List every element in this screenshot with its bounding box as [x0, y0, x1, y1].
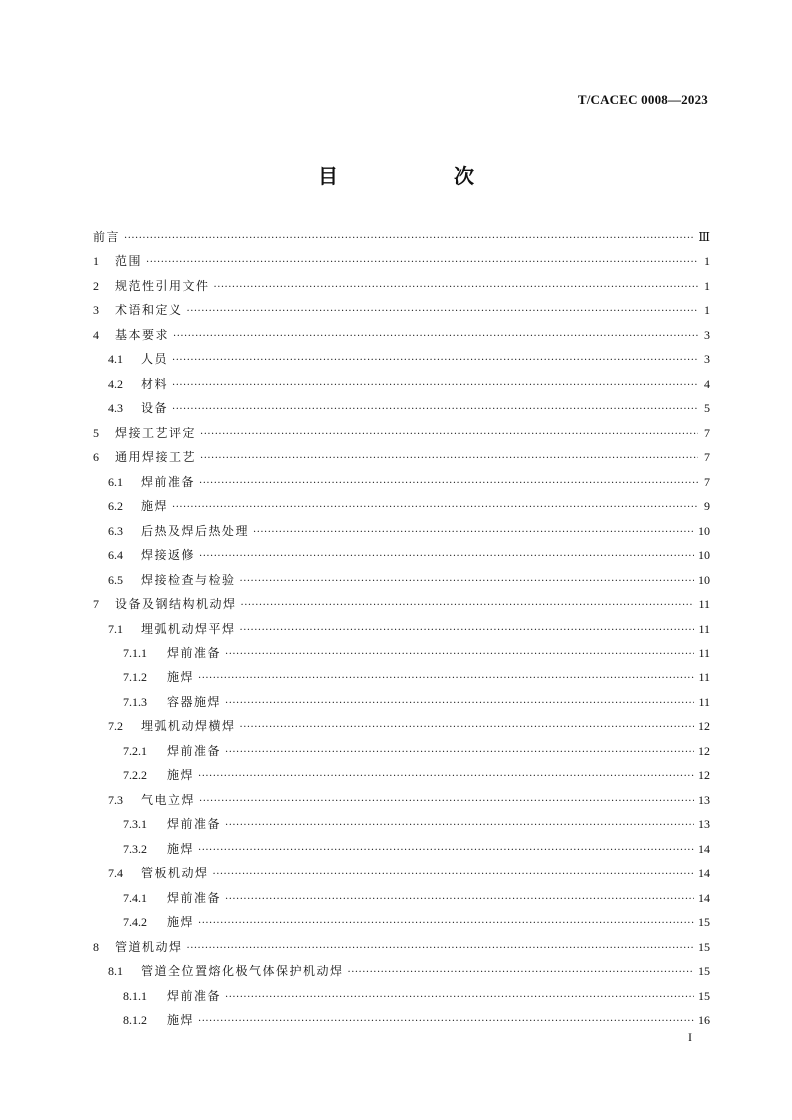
toc-entry-label: 焊前准备	[167, 645, 222, 660]
toc-entry[interactable]	[93, 641, 710, 665]
toc-entry-label: 设备	[141, 401, 169, 416]
toc-entry-number: 7.3.1	[123, 817, 147, 832]
toc-entry[interactable]	[93, 592, 710, 616]
toc-entry-number: 7.4	[108, 866, 123, 881]
toc-entry-page: 11	[698, 694, 710, 709]
toc-leader-dots	[172, 349, 698, 373]
toc-entry-label: 焊前准备	[141, 474, 196, 489]
toc-entry[interactable]	[93, 886, 710, 910]
toc-entry-number: 7.2	[108, 719, 123, 734]
toc-entry-label: 焊接工艺评定	[115, 425, 197, 440]
toc-entry-label: 管道全位置熔化极气体保护机动焊	[141, 964, 344, 979]
toc-entry[interactable]	[93, 421, 710, 445]
toc-leader-dots	[225, 692, 694, 716]
toc-entry[interactable]	[93, 617, 710, 641]
toc-entry-number: 8.1.1	[123, 988, 147, 1003]
toc-leader-dots	[199, 790, 694, 814]
toc-leader-dots	[187, 300, 698, 324]
toc-leader-dots	[199, 472, 698, 496]
toc-leader-dots	[348, 961, 694, 985]
toc-entry-label: 施焊	[167, 768, 195, 783]
toc-leader-dots	[124, 227, 694, 251]
toc-entry[interactable]	[93, 249, 710, 273]
toc-leader-dots	[200, 447, 698, 471]
toc-entry-number: 6.3	[108, 523, 123, 538]
toc-leader-dots	[198, 667, 694, 691]
toc-entry[interactable]	[93, 739, 710, 763]
toc-leader-dots	[253, 521, 694, 545]
toc-entry-page: 7	[704, 450, 710, 465]
toc-entry-label: 气电立焊	[141, 792, 196, 807]
toc-entry-page: 11	[698, 645, 710, 660]
toc-entry-label: 管道机动焊	[115, 939, 183, 954]
toc-entry-page: 7	[704, 425, 710, 440]
toc-entry[interactable]	[93, 470, 710, 494]
toc-entry[interactable]	[93, 494, 710, 518]
toc-leader-dots	[225, 814, 694, 838]
toc-entry-label: 设备及钢结构机动焊	[115, 597, 237, 612]
toc-entry-page: 15	[698, 939, 710, 954]
toc-leader-dots	[172, 496, 698, 520]
toc-entry-number: 7.2.1	[123, 743, 147, 758]
toc-entry-label: 焊接返修	[141, 548, 196, 563]
toc-leader-dots	[240, 619, 695, 643]
toc-leader-dots	[198, 1010, 694, 1034]
toc-entry-number: 6.5	[108, 572, 123, 587]
toc-entry-label: 埋弧机动焊横焊	[141, 719, 236, 734]
toc-entry-number: 4.3	[108, 401, 123, 416]
toc-entry-number: 7.1.3	[123, 694, 147, 709]
toc-leader-dots	[213, 863, 694, 887]
toc-entry-number: 5	[93, 425, 99, 440]
toc-leader-dots	[199, 545, 694, 569]
toc-entry-label: 后热及焊后热处理	[141, 523, 250, 538]
toc-entry-page: Ⅲ	[698, 230, 710, 244]
toc-entry[interactable]	[93, 347, 710, 371]
toc-leader-dots	[198, 912, 694, 936]
toc-entry[interactable]	[93, 372, 710, 396]
toc-entry-page: 4	[704, 376, 710, 391]
toc-leader-dots	[225, 741, 694, 765]
toc-entry[interactable]	[93, 690, 710, 714]
toc-leader-dots	[225, 986, 694, 1010]
table-of-contents	[93, 225, 710, 1032]
toc-entry-page: 13	[698, 792, 710, 807]
toc-leader-dots	[198, 765, 694, 789]
toc-entry-label: 通用焊接工艺	[115, 450, 197, 465]
toc-entry[interactable]	[93, 445, 710, 469]
toc-leader-dots	[240, 570, 694, 594]
toc-entry-page: 5	[704, 401, 710, 416]
toc-entry-label: 施焊	[167, 915, 195, 930]
toc-entry-number: 8.1	[108, 964, 123, 979]
toc-entry-number: 4.1	[108, 352, 123, 367]
toc-entry-page: 3	[704, 327, 710, 342]
toc-entry-label: 施焊	[141, 499, 169, 514]
toc-entry-number: 7.1.2	[123, 670, 147, 685]
toc-entry-page: 14	[698, 890, 710, 905]
toc-entry[interactable]	[93, 1008, 710, 1032]
toc-entry-page: 1	[704, 254, 710, 269]
toc-leader-dots	[225, 643, 694, 667]
toc-entry-page: 1	[704, 303, 710, 318]
toc-entry-page: 16	[698, 1013, 710, 1027]
toc-entry-page: 15	[698, 964, 710, 979]
toc-entry[interactable]	[93, 788, 710, 812]
toc-entry-page: 9	[704, 499, 710, 514]
toc-entry-page: 12	[698, 719, 710, 734]
toc-entry[interactable]	[93, 861, 710, 885]
toc-entry[interactable]	[93, 714, 710, 738]
toc-entry-label: 范围	[115, 254, 143, 269]
page-title: 目 次	[318, 164, 522, 188]
toc-entry[interactable]	[93, 298, 710, 322]
toc-leader-dots	[173, 325, 698, 349]
toc-entry[interactable]	[93, 812, 710, 836]
toc-entry-page: 7	[704, 474, 710, 489]
toc-leader-dots	[198, 839, 694, 863]
toc-entry[interactable]	[93, 763, 710, 787]
toc-entry[interactable]	[93, 984, 710, 1008]
toc-entry[interactable]	[93, 910, 710, 934]
toc-entry-page: 10	[698, 572, 710, 587]
toc-entry-label: 施焊	[167, 1013, 195, 1027]
toc-entry-number: 2	[93, 278, 99, 293]
toc-entry-number: 3	[93, 303, 99, 318]
toc-leader-dots	[172, 398, 698, 422]
toc-entry-page: 1	[704, 278, 710, 293]
toc-entry-page: 14	[698, 841, 710, 856]
toc-entry-label: 材料	[141, 376, 169, 391]
toc-entry-label: 术语和定义	[115, 303, 183, 318]
toc-entry-label: 前言	[93, 230, 121, 244]
toc-leader-dots	[187, 937, 694, 961]
toc-entry-page: 14	[698, 866, 710, 881]
toc-leader-dots	[214, 276, 698, 300]
toc-entry-label: 焊接检查与检验	[141, 572, 236, 587]
toc-entry-label: 焊前准备	[167, 817, 222, 832]
toc-entry[interactable]	[93, 323, 710, 347]
toc-entry[interactable]	[93, 543, 710, 567]
toc-entry-label: 施焊	[167, 670, 195, 685]
toc-entry-number: 7.2.2	[123, 768, 147, 783]
toc-entry-number: 4	[93, 327, 99, 342]
toc-leader-dots	[241, 594, 695, 618]
toc-entry-number: 6.2	[108, 499, 123, 514]
toc-entry-label: 施焊	[167, 841, 195, 856]
toc-entry[interactable]	[93, 225, 710, 249]
toc-entry-number: 7	[93, 597, 99, 612]
toc-entry-page: 10	[698, 523, 710, 538]
toc-entry-page: 12	[698, 743, 710, 758]
toc-entry[interactable]	[93, 519, 710, 543]
toc-entry-label: 规范性引用文件	[115, 278, 210, 293]
toc-entry-label: 焊前准备	[167, 890, 222, 905]
toc-entry-page: 10	[698, 548, 710, 563]
toc-entry-label: 人员	[141, 352, 169, 367]
toc-entry-label: 基本要求	[115, 327, 170, 342]
toc-entry-page: 11	[698, 670, 710, 685]
toc-entry-number: 8.1.2	[123, 1013, 147, 1027]
toc-entry-page: 13	[698, 817, 710, 832]
toc-entry[interactable]	[93, 396, 710, 420]
toc-entry-page: 11	[698, 597, 710, 612]
toc-entry[interactable]	[93, 568, 710, 592]
toc-leader-dots	[240, 716, 694, 740]
toc-leader-dots	[200, 423, 698, 447]
toc-entry-page: 15	[698, 988, 710, 1003]
page-footer-number: I	[688, 1030, 692, 1044]
toc-entry-number: 6	[93, 450, 99, 465]
toc-entry[interactable]	[93, 935, 710, 959]
toc-entry-page: 11	[698, 621, 710, 636]
toc-entry-number: 7.1	[108, 621, 123, 636]
toc-entry-label: 容器施焊	[167, 694, 222, 709]
toc-entry-number: 7.3	[108, 792, 123, 807]
toc-entry[interactable]	[93, 665, 710, 689]
toc-entry-number: 4.2	[108, 376, 123, 391]
toc-entry-label: 焊前准备	[167, 743, 222, 758]
toc-entry-number: 6.4	[108, 548, 123, 563]
toc-entry-label: 管板机动焊	[141, 866, 209, 881]
toc-entry-page: 3	[704, 352, 710, 367]
toc-entry-number: 7.3.2	[123, 841, 147, 856]
toc-entry-page: 15	[698, 915, 710, 930]
toc-entry-page: 12	[698, 768, 710, 783]
toc-entry[interactable]	[93, 959, 710, 983]
toc-entry-label: 焊前准备	[167, 988, 222, 1003]
toc-entry-number: 7.4.2	[123, 915, 147, 930]
toc-entry-number: 7.1.1	[123, 645, 147, 660]
toc-entry-number: 1	[93, 254, 99, 269]
toc-entry-number: 7.4.1	[123, 890, 147, 905]
toc-leader-dots	[172, 374, 698, 398]
toc-leader-dots	[225, 888, 694, 912]
standard-code: T/CACEC 0008—2023	[577, 92, 708, 107]
toc-entry[interactable]	[93, 274, 710, 298]
toc-entry-label: 埋弧机动焊平焊	[141, 621, 236, 636]
toc-entry-number: 8	[93, 939, 99, 954]
toc-entry-number: 6.1	[108, 474, 123, 489]
toc-entry[interactable]	[93, 837, 710, 861]
toc-leader-dots	[146, 251, 698, 275]
